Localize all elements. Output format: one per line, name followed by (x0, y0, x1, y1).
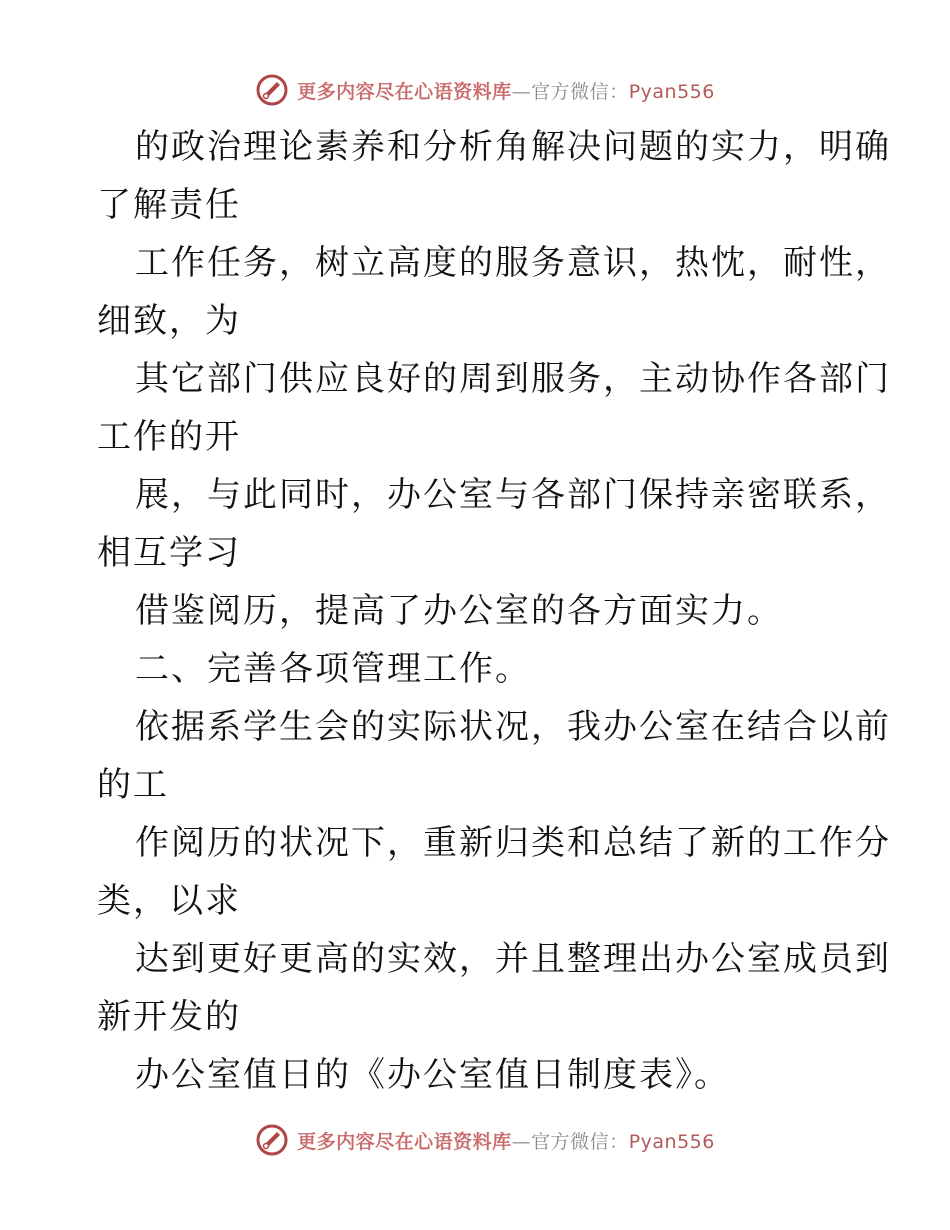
footer-banner-content (255, 1123, 715, 1157)
text-line-11: 依据系学生会的实际状况，我办公室在结合以前 (135, 707, 891, 747)
footer-banner (0, 1120, 950, 1160)
banner-site-name: 更多内容尽在心语资料库 (297, 1130, 512, 1153)
text-line-1: 的政治理论素养和分析角解决问题的实力，明确 (135, 127, 891, 167)
brand-logo-icon (255, 1123, 289, 1157)
banner-wechat-id: Pyan556 (628, 80, 715, 103)
text-line-17: 办公室值日的《办公室值日制度表》。 (135, 1055, 730, 1095)
text-line-9: 借鉴阅历，提高了办公室的各方面实力。 (135, 591, 783, 631)
header-banner (0, 70, 950, 110)
banner-site-name: 更多内容尽在心语资料库 (297, 80, 512, 103)
banner-wechat-id: Pyan556 (628, 1130, 715, 1153)
text-line-13: 作阅历的状况下，重新归类和总结了新的工作分 (135, 823, 891, 863)
banner-wechat-label: 官方微信： (531, 80, 629, 103)
banner-text (297, 77, 715, 104)
document-body (97, 118, 891, 1104)
text-line-5: 其它部门供应良好的周到服务，主动协作各部门 (135, 359, 891, 399)
text-line-14: 类，以求 (97, 881, 241, 921)
text-line-2: 了解责任 (97, 185, 241, 225)
text-line-3: 工作任务，树立高度的服务意识，热忱，耐性， (135, 243, 891, 283)
banner-dash: — (511, 80, 532, 103)
header-banner-content (255, 73, 715, 107)
banner-dash: — (511, 1130, 532, 1153)
banner-wechat-label: 官方微信： (531, 1130, 629, 1153)
text-line-4: 细致，为 (97, 301, 241, 341)
text-line-12: 的工 (97, 765, 169, 805)
section-heading: 二、完善各项管理工作。 (135, 649, 531, 689)
banner-text (297, 1127, 715, 1154)
brand-logo-icon (255, 73, 289, 107)
text-line-7: 展，与此同时，办公室与各部门保持亲密联系， (135, 475, 891, 515)
text-line-8: 相互学习 (97, 533, 241, 573)
text-line-15: 达到更好更高的实效，并且整理出办公室成员到 (135, 939, 891, 979)
text-line-6: 工作的开 (97, 417, 241, 457)
text-line-16: 新开发的 (97, 997, 241, 1037)
